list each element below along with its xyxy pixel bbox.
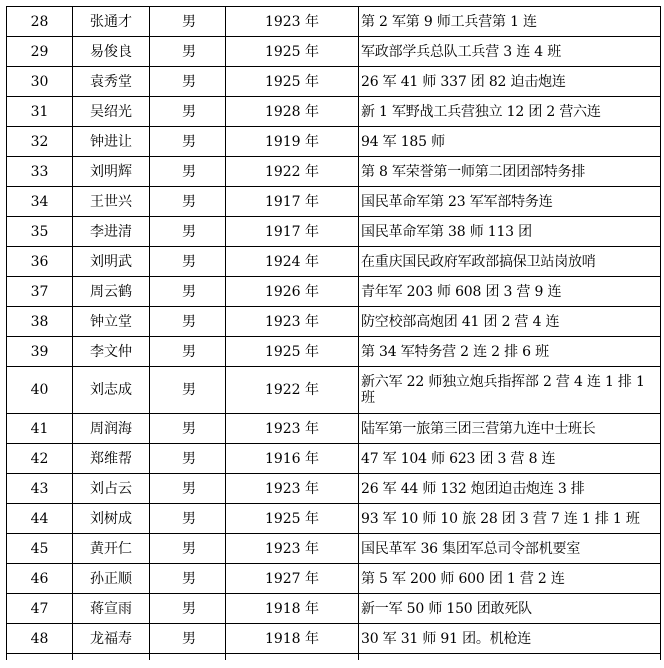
table-row-partial (7, 654, 661, 661)
name-cell: 钟进让 (73, 127, 150, 157)
unit-cell: 第 34 军特务营 2 连 2 排 6 班 (359, 337, 661, 367)
unit-cell: 国民革命军第 38 师 113 团 (359, 217, 661, 247)
name-cell: 周润海 (73, 414, 150, 444)
name-cell: 周云鹤 (73, 277, 150, 307)
unit-cell: 第 5 军 200 师 600 团 1 营 2 连 (359, 564, 661, 594)
num-cell: 45 (7, 534, 73, 564)
unit-cell: 军政部学兵总队工兵营 3 连 4 班 (359, 37, 661, 67)
table-row (7, 534, 661, 564)
year-cell: 1917 年 (226, 187, 359, 217)
num-cell: 44 (7, 504, 73, 534)
gender-cell: 男 (150, 367, 226, 414)
gender-cell: 男 (150, 337, 226, 367)
table-row (7, 97, 661, 127)
year-cell: 1925 年 (226, 67, 359, 97)
num-cell: 30 (7, 67, 73, 97)
unit-cell: 第 2 军第 9 师工兵营第 1 连 (359, 7, 661, 37)
name-cell: 易俊良 (73, 37, 150, 67)
unit-cell: 青年军 203 师 608 团 3 营 9 连 (359, 277, 661, 307)
year-cell: 1922 年 (226, 367, 359, 414)
num-cell: 47 (7, 594, 73, 624)
num-cell: 46 (7, 564, 73, 594)
name-cell: 刘明武 (73, 247, 150, 277)
table-row (7, 307, 661, 337)
num-cell: 48 (7, 624, 73, 654)
unit-cell: 26 军 44 师 132 炮团迫击炮连 3 排 (359, 474, 661, 504)
num-cell: 40 (7, 367, 73, 414)
year-cell: 1923 年 (226, 7, 359, 37)
name-cell: 张通才 (73, 7, 150, 37)
num-cell: 37 (7, 277, 73, 307)
gender-cell: 男 (150, 504, 226, 534)
name-cell: 龙福寿 (73, 624, 150, 654)
name-cell: 刘明辉 (73, 157, 150, 187)
gender-cell: 男 (150, 474, 226, 504)
unit-cell: 94 军 185 师 (359, 127, 661, 157)
table-row (7, 157, 661, 187)
gender-cell: 男 (150, 414, 226, 444)
gender-cell: 男 (150, 37, 226, 67)
year-cell: 1927 年 (226, 564, 359, 594)
table-row (7, 564, 661, 594)
table-row (7, 187, 661, 217)
year-cell: 1922 年 (226, 157, 359, 187)
unit-cell: 防空校部高炮团 41 团 2 营 4 连 (359, 307, 661, 337)
table-body (7, 7, 661, 661)
gender-cell: 男 (150, 67, 226, 97)
gender-cell: 男 (150, 217, 226, 247)
name-cell: 吴绍光 (73, 97, 150, 127)
table-row (7, 247, 661, 277)
year-cell: 1923 年 (226, 414, 359, 444)
gender-cell: 男 (150, 277, 226, 307)
name-cell: 李文仲 (73, 337, 150, 367)
table-row (7, 217, 661, 247)
year-cell: 1923 年 (226, 474, 359, 504)
table-row (7, 444, 661, 474)
num-cell: 28 (7, 7, 73, 37)
gender-cell: 男 (150, 534, 226, 564)
unit-cell: 在重庆国民政府军政部搞保卫站岗放哨 (359, 247, 661, 277)
unit-cell: 新 1 军野战工兵营独立 12 团 2 营六连 (359, 97, 661, 127)
num-cell: 43 (7, 474, 73, 504)
table-row (7, 504, 661, 534)
name-cell: 黄开仁 (73, 534, 150, 564)
unit-cell: 26 军 41 师 337 团 82 迫击炮连 (359, 67, 661, 97)
veterans-table (6, 6, 661, 660)
name-cell: 刘占云 (73, 474, 150, 504)
gender-cell: 男 (150, 187, 226, 217)
year-cell: 1928 年 (226, 97, 359, 127)
gender-cell: 男 (150, 97, 226, 127)
table-row (7, 474, 661, 504)
unit-cell: 国民革命军第 23 军军部特务连 (359, 187, 661, 217)
empty-cell (7, 654, 73, 661)
year-cell: 1923 年 (226, 534, 359, 564)
num-cell: 35 (7, 217, 73, 247)
table-row (7, 337, 661, 367)
num-cell: 42 (7, 444, 73, 474)
unit-cell: 新一军 50 师 150 团敢死队 (359, 594, 661, 624)
table-row (7, 127, 661, 157)
name-cell: 孙正顺 (73, 564, 150, 594)
unit-cell: 30 军 31 师 91 团。机枪连 (359, 624, 661, 654)
year-cell: 1918 年 (226, 594, 359, 624)
year-cell: 1925 年 (226, 337, 359, 367)
year-cell: 1917 年 (226, 217, 359, 247)
name-cell: 李进清 (73, 217, 150, 247)
empty-cell (150, 654, 226, 661)
num-cell: 36 (7, 247, 73, 277)
empty-cell (226, 654, 359, 661)
gender-cell: 男 (150, 624, 226, 654)
unit-cell: 47 军 104 师 623 团 3 营 8 连 (359, 444, 661, 474)
table-row (7, 624, 661, 654)
name-cell: 刘志成 (73, 367, 150, 414)
unit-cell: 93 军 10 师 10 旅 28 团 3 营 7 连 1 排 1 班 (359, 504, 661, 534)
num-cell: 33 (7, 157, 73, 187)
table-row (7, 414, 661, 444)
table-row (7, 367, 661, 414)
name-cell: 郑维帮 (73, 444, 150, 474)
num-cell: 29 (7, 37, 73, 67)
year-cell: 1918 年 (226, 624, 359, 654)
table-row (7, 277, 661, 307)
year-cell: 1925 年 (226, 37, 359, 67)
table-row (7, 37, 661, 67)
gender-cell: 男 (150, 594, 226, 624)
gender-cell: 男 (150, 157, 226, 187)
gender-cell: 男 (150, 444, 226, 474)
empty-cell (359, 654, 661, 661)
year-cell: 1919 年 (226, 127, 359, 157)
gender-cell: 男 (150, 247, 226, 277)
num-cell: 38 (7, 307, 73, 337)
name-cell: 刘树成 (73, 504, 150, 534)
num-cell: 31 (7, 97, 73, 127)
num-cell: 34 (7, 187, 73, 217)
num-cell: 41 (7, 414, 73, 444)
year-cell: 1916 年 (226, 444, 359, 474)
unit-cell: 第 8 军荣誉第一师第二团团部特务排 (359, 157, 661, 187)
unit-cell: 陆军第一旅第三团三营第九连中士班长 (359, 414, 661, 444)
name-cell: 蒋宣雨 (73, 594, 150, 624)
year-cell: 1923 年 (226, 307, 359, 337)
table-row (7, 594, 661, 624)
table-row (7, 67, 661, 97)
gender-cell: 男 (150, 127, 226, 157)
unit-cell: 国民革军 36 集团军总司令部机要室 (359, 534, 661, 564)
name-cell: 王世兴 (73, 187, 150, 217)
gender-cell: 男 (150, 7, 226, 37)
unit-cell: 新六军 22 师独立炮兵指挥部 2 营 4 连 1 排 1 班 (359, 367, 661, 414)
num-cell: 39 (7, 337, 73, 367)
year-cell: 1924 年 (226, 247, 359, 277)
year-cell: 1926 年 (226, 277, 359, 307)
num-cell: 32 (7, 127, 73, 157)
year-cell: 1925 年 (226, 504, 359, 534)
table-row (7, 7, 661, 37)
name-cell: 钟立堂 (73, 307, 150, 337)
name-cell: 袁秀堂 (73, 67, 150, 97)
gender-cell: 男 (150, 564, 226, 594)
gender-cell: 男 (150, 307, 226, 337)
empty-cell (73, 654, 150, 661)
